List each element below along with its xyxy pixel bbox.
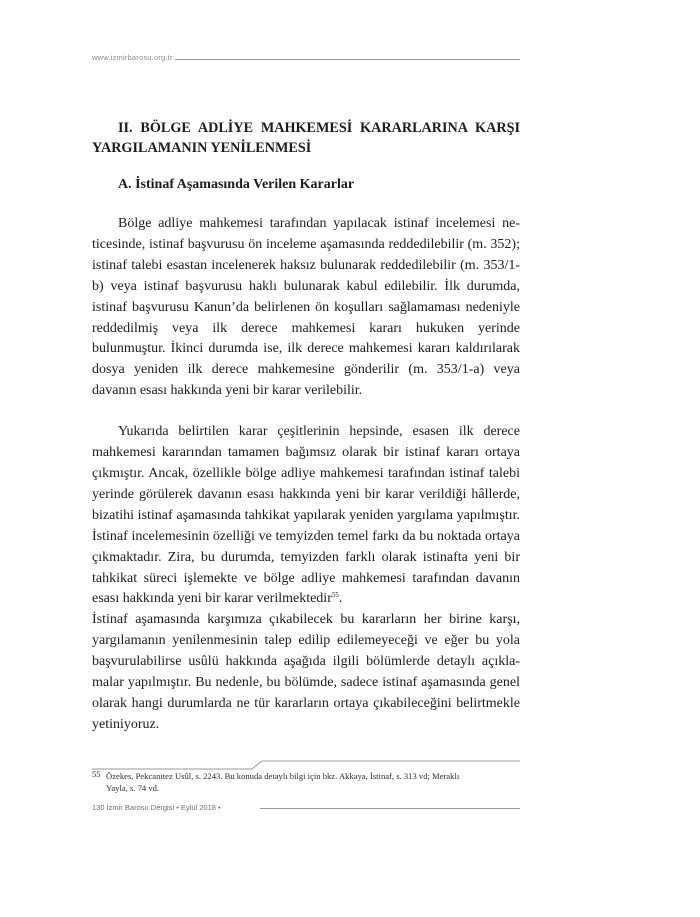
footnote-number: 55 (92, 769, 101, 779)
paragraph-2-text: Yukarıda belirtilen karar çeşitlerinin hepsinde, esasen ilk derece mahkemesi kararından tamamen bağımsız olarak bir istinaf kararı ortaya çıkmıştır. Ancak, özellikle bölge adliye mahkemesi tarafından istinaf talebi yerinde görülerek davanın esası hakkında yeni bir karar verildiği hâllerde, bizatihi istinaf aşamasında tahkikat yapılarak yeniden yargılama yapılmıştır. İstinaf incelemesinin özelliği ve temyizden temel farkı da bu noktada ortaya çıkmaktadır. Zira, bu durumda, temyizden farklı olarak istinafta yeni bir tahkikat süreci işlemekte ve bölge adliye mahkemesi tarafından davanın esası hakkında yeni bir karar verilmektedir (92, 424, 520, 607)
header-url: www.izmirbarosu.org.tr (92, 53, 173, 62)
subsection-title: A. İstinaf Aşamasında Verilen Kararlar (118, 177, 355, 192)
footer-text: 130 İzmir Barosu Dergisi • Eylül 2018 • (92, 803, 221, 812)
footnote-text-line-2: Yayla, s. 74 vd. (106, 783, 160, 793)
footnote-reference[interactable]: 55 (331, 591, 339, 600)
paragraph-1: Bölge adliye mahkemesi tarafından yapılacak istinaf incelemesi neticesinde, istinaf başvurusu ön inceleme aşamasında reddedilebilir (m. 352); istinaf talebi esastan incelenerek haksız bulunarak reddedilebilir (m. 353/1-b) veya istinaf başvurusu haklı bulunarak kabul edilebilir. İlk durumda, istinaf başvurusu Kanun’da belirlenen ön koşulları sağlamaması nedeniyle reddedilmiş veya ilk derece mahkemesi kararı hukuken yerinde bulunmuştur. İkinci durumda ise, ilk derece mahkemesi kararı kaldırılarak dosya yeniden ilk derece mahkemesine gönderilir (m. 353/1-a) veya davanın esası hakkında yeni bir karar verilebilir. (92, 216, 520, 399)
paragraph-3: İstinaf aşamasında karşımıza çıkabilecek bu kararların her birine karşı, yargılamanın yenilenmesinin talep edilip edilemeyeceği ve eğer bu yola başvurulabilirse usûlü hakkında aşağıda ilgili bölümlerde detaylı açıklamalar yapılmıştır. Bu nedenle, bu bölümde, sadece istinaf aşamasında genel olarak hangi durumlarda ne tür kararların ortaya çıkabileceğini belirtmekle yetiniyoruz. (92, 612, 520, 732)
footnote (92, 770, 520, 794)
header-rule (175, 59, 520, 60)
paragraph-2: Yukarıda belirtilen karar çeşitlerinin hepsinde, esasen ilk derece mahkemesi kararından tamamen bağımsız olarak bir istinaf kararı ortaya çıkmıştır. Ancak, özellikle bölge adliye mahkemesi tarafından istinaf talebi yerinde görülerek davanın esası hakkında yeni bir karar verildiği hâllerde, bizatihi istinaf aşamasında tahkikat yapılarak yeniden yargılama yapılmıştır. İstinaf incelemesinin özelliği ve temyizden temel farkı da bu noktada ortaya çıkmaktadır. Zira, bu durumda, temyizden farklı olarak istinafta yeni bir tahkikat süreci işlemekte ve bölge adliye mahkemesi tarafından davanın esası hakkında yeni bir karar verilmektedir$^{55}$. (92, 424, 520, 607)
section-title-line-2: YARGILAMANIN YENİLENMESİ (92, 140, 312, 156)
page-header (92, 53, 520, 67)
section-title (92, 118, 520, 158)
footnote-separator (92, 760, 520, 770)
page-content (92, 118, 520, 736)
footer-rule (260, 808, 520, 809)
section-title-line-1: II. BÖLGE ADLİYE MAHKEMESİ KARARLARINA KARŞI (118, 120, 520, 136)
footnote-text-line-1: Özekes, Pekcanıtez Usûl, s. 2243. Bu konuda detaylı bilgi için bkz. Akkaya, İstinaf, s. 313 vd; Meraklı (106, 771, 460, 781)
page-footer (92, 803, 520, 817)
